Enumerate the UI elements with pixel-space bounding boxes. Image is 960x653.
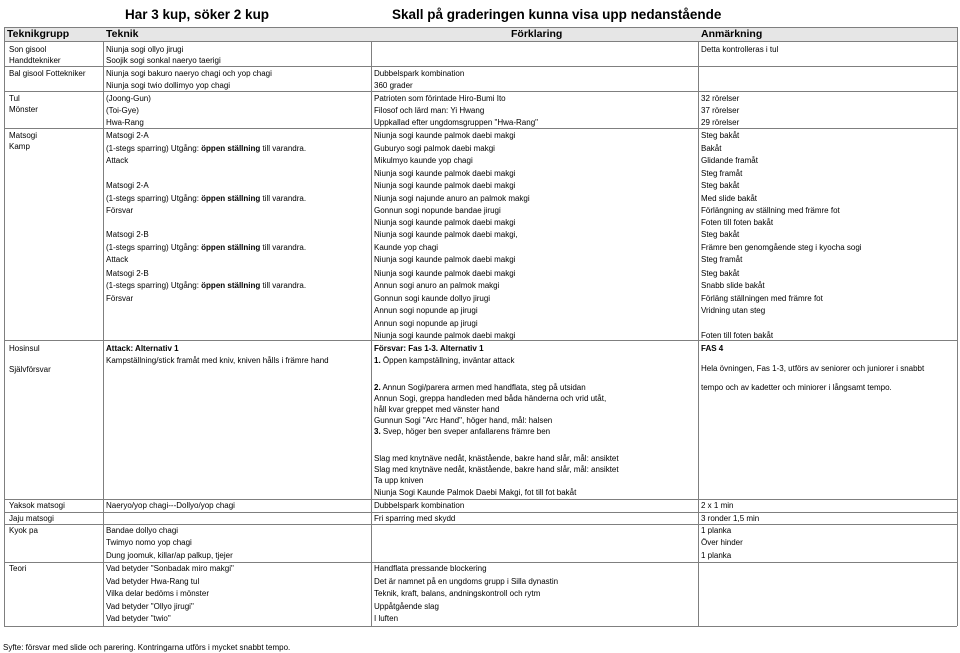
anmarkning-line: Steg bakåt	[701, 269, 740, 278]
anmarkning-line: 1 planka	[701, 526, 732, 535]
anmarkning-line: 1 planka	[701, 551, 732, 560]
group-label: Bal gisool Fottekniker	[9, 69, 86, 78]
group-label: Kamp	[9, 142, 30, 151]
forklaring-line: 360 grader	[374, 81, 413, 90]
row-divider	[4, 562, 957, 563]
anmarkning-line: 2 x 1 min	[701, 501, 734, 510]
anmarkning-line: 3 ronder 1,5 min	[701, 514, 760, 523]
anmarkning-line: 32 rörelser	[701, 94, 740, 103]
teknik-line: Hwa-Rang	[106, 118, 144, 127]
forklaring-line: 2. Annun Sogi/parera armen med handflata, steg på utsidan	[374, 383, 586, 392]
anmarkning-line: Främre ben genomgående steg i kyocha sogi	[701, 243, 862, 252]
anmarkning-line: Detta kontrolleras i tul	[701, 45, 779, 54]
teknik-line: Vad betyder "Sonbadak miro makgi"	[106, 564, 234, 573]
anmarkning-line: Hela övningen, Fas 1-3, utförs av seniorer och juniorer i snabbt	[701, 364, 925, 373]
forklaring-line: Patrioten som förintade Hiro-Bumi Ito	[374, 94, 506, 103]
fas4-heading: FAS 4	[701, 344, 724, 353]
footer-note: Syfte: försvar med slide och parering. Kontringarna utförs i mycket snabbt tempo.	[3, 643, 291, 652]
forklaring-line: Niunja sogi kaunde palmok daebi makgi	[374, 169, 516, 178]
anmarkning-line: tempo och av kadetter och miniorer i långsamt tempo.	[701, 383, 892, 392]
teknik-line: Twimyo nomo yop chagi	[106, 538, 192, 547]
forklaring-line: Niunja sogi kaunde palmok daebi makgi	[374, 331, 516, 340]
forklaring-line: Uppkallad efter ungdomsgruppen "Hwa-Rang"	[374, 118, 538, 127]
group-label: Tul	[9, 94, 20, 103]
forklaring-line: Niunja sogi kaunde palmok daebi makgi	[374, 218, 516, 227]
teknik-line: Naeryo/yop chagi---Dollyo/yop chagi	[106, 501, 235, 510]
teknik-line: Vad betyder "Ollyo jirugi"	[106, 602, 194, 611]
row-divider	[4, 340, 957, 341]
forklaring-line: Niunja sogi kaunde palmok daebi makgi	[374, 181, 516, 190]
forklaring-line: Niunja sogi najunde anuro an palmok makgi	[374, 194, 530, 203]
forklaring-line: Gonnun sogi nopunde bandae jirugi	[374, 206, 501, 215]
group-label: Matsogi	[9, 131, 38, 140]
table-bottom-border	[4, 626, 957, 627]
forklaring-line: I luften	[374, 614, 399, 623]
table-header-band	[4, 27, 957, 42]
teknik-line: Dung joomuk, killar/ap palkup, tjejer	[106, 551, 233, 560]
forklaring-line: Kaunde yop chagi	[374, 243, 439, 252]
anmarkning-line: Steg bakåt	[701, 230, 740, 239]
forklaring-line: Annun sogi nopunde ap jirugi	[374, 319, 478, 328]
forklaring-line: Dubbelspark kombination	[374, 501, 465, 510]
matsogi-name: Matsogi 2-A	[106, 131, 149, 140]
teknik-line: Soojik sogi sonkal naeryo taerigi	[106, 56, 221, 65]
group-label: Jaju matsogi	[9, 514, 54, 523]
anmarkning-line: Steg bakåt	[701, 131, 740, 140]
group-label: Handdtekniker	[9, 56, 61, 65]
anmarkning-line: Bakåt	[701, 144, 722, 153]
anmarkning-line: Steg framåt	[701, 169, 743, 178]
group-label: Son gisool	[9, 45, 47, 54]
forklaring-line: Gunnun Sogi "Arc Hand", höger hand, mål: halsen	[374, 416, 553, 425]
table-right-border	[957, 27, 958, 626]
group-label: Kyok pa	[9, 526, 38, 535]
anmarkning-line: Snabb slide bakåt	[701, 281, 765, 290]
sparring-setup: (1-stegs sparring) Utgång: öppen ställning till varandra.	[106, 194, 307, 203]
anmarkning-line: 37 rörelser	[701, 106, 740, 115]
forklaring-line: Ta upp kniven	[374, 476, 424, 485]
matsogi-role: Försvar	[106, 206, 134, 215]
anmarkning-line: Foten till foten bakåt	[701, 331, 774, 340]
row-divider	[4, 91, 957, 92]
forklaring-line: Teknik, kraft, balans, andningskontroll och rytm	[374, 589, 541, 598]
teknik-line: Niunja sogi bakuro naeryo chagi och yop chagi	[106, 69, 272, 78]
teknik-line: (Toi-Gye)	[106, 106, 139, 115]
forklaring-line: Handflata pressande blockering	[374, 564, 487, 573]
hosinsul-defense-heading: Försvar: Fas 1-3. Alternativ 1	[374, 344, 484, 353]
forklaring-line: Mikulmyo kaunde yop chagi	[374, 156, 473, 165]
header-teknikgrupp: Teknikgrupp	[7, 28, 70, 40]
forklaring-line: Niunja Sogi Kaunde Palmok Daebi Makgi, fot till fot bakåt	[374, 488, 577, 497]
teknik-line: Vilka delar bedöms i mönster	[106, 589, 210, 598]
sheet-title: Har 3 kup, söker 2 kup	[125, 7, 270, 22]
forklaring-line: Annun sogi nopunde ap jirugi	[374, 306, 478, 315]
anmarkning-line: Med slide bakåt	[701, 194, 758, 203]
group-label: Självförsvar	[9, 365, 51, 374]
header-anmarkning: Anmärkning	[701, 28, 763, 40]
teknik-line: Niunja sogi ollyo jirugi	[106, 45, 184, 54]
group-label: Teori	[9, 564, 27, 573]
anmarkning-line: Vridning utan steg	[701, 306, 766, 315]
anmarkning-line: 29 rörelser	[701, 118, 740, 127]
forklaring-line: Slag med knytnäve nedåt, knästående, bakre hand slår, mål: ansiktet	[374, 454, 619, 463]
anmarkning-line: Över hinder	[701, 538, 743, 547]
sheet-subtitle: Skall på graderingen kunna visa upp nedanstående	[392, 7, 722, 22]
sparring-setup: (1-stegs sparring) Utgång: öppen ställning till varandra.	[106, 281, 307, 290]
group-label: Yaksok matsogi	[9, 501, 65, 510]
matsogi-name: Matsogi 2-A	[106, 181, 149, 190]
teknik-line: Kampställning/stick framåt med kniv, kniven hålls i främre hand	[106, 356, 329, 365]
forklaring-line: Fri sparring med skydd	[374, 514, 456, 523]
forklaring-line: håll kvar greppet med vänster hand	[374, 405, 500, 414]
table-left-border	[4, 27, 5, 626]
forklaring-line: Gonnun sogi kaunde dollyo jirugi	[374, 294, 491, 303]
table-top-border	[4, 27, 957, 28]
teknik-line: Vad betyder Hwa-Rang tul	[106, 577, 200, 586]
header-teknik: Teknik	[106, 28, 139, 40]
matsogi-role: Attack	[106, 255, 129, 264]
matsogi-name: Matsogi 2-B	[106, 230, 149, 239]
row-divider	[4, 524, 957, 525]
forklaring-line: Niunja sogi kaunde palmok daebi makgi	[374, 131, 516, 140]
header-forklaring: Förklaring	[511, 28, 563, 40]
group-label: Hosinsul	[9, 344, 40, 353]
matsogi-name: Matsogi 2-B	[106, 269, 149, 278]
anmarkning-line: Foten till foten bakåt	[701, 218, 774, 227]
forklaring-line: Dubbelspark kombination	[374, 69, 465, 78]
anmarkning-line: Steg framåt	[701, 255, 743, 264]
teknik-line: Vad betyder "twio"	[106, 614, 171, 623]
row-divider	[4, 512, 957, 513]
teknik-line: Niunja sogi twio dollimyo yop chagi	[106, 81, 231, 90]
forklaring-line: 3. Svep, höger ben sveper anfallarens främre ben	[374, 427, 551, 436]
sparring-setup: (1-stegs sparring) Utgång: öppen ställning till varandra.	[106, 144, 307, 153]
anmarkning-line: Glidande framåt	[701, 156, 758, 165]
teknik-line: (Joong-Gun)	[106, 94, 151, 103]
row-divider	[4, 66, 957, 67]
hosinsul-attack-heading: Attack: Alternativ 1	[106, 344, 179, 353]
forklaring-line: Filosof och lärd man: Yi Hwang	[374, 106, 485, 115]
forklaring-line: Guburyo sogi palmok daebi makgi	[374, 144, 495, 153]
forklaring-line: Niunja sogi kaunde palmok daebi makgi,	[374, 230, 518, 239]
anmarkning-line: Steg bakåt	[701, 181, 740, 190]
matsogi-role: Försvar	[106, 294, 134, 303]
sparring-setup: (1-stegs sparring) Utgång: öppen ställning till varandra.	[106, 243, 307, 252]
matsogi-role: Attack	[106, 156, 129, 165]
row-divider	[4, 499, 957, 500]
anmarkning-line: Förlängning av ställning med främre fot	[701, 206, 840, 215]
forklaring-line: Slag med knytnäve nedåt, knästående, bakre hand slår, mål: ansiktet	[374, 465, 619, 474]
forklaring-line: Uppåtgående slag	[374, 602, 439, 611]
row-divider	[4, 128, 957, 129]
forklaring-line: Annun Sogi, greppa handleden med båda händerna och vrid utåt,	[374, 394, 607, 403]
anmarkning-line: Förläng ställningen med främre fot	[701, 294, 823, 303]
forklaring-line: Niunja sogi kaunde palmok daebi makgi	[374, 255, 516, 264]
forklaring-line: Det är namnet på en ungdoms grupp i Silla dynastin	[374, 577, 559, 586]
forklaring-line: Niunja sogi kaunde palmok daebi makgi	[374, 269, 516, 278]
forklaring-line: 1. Öppen kampställning, inväntar attack	[374, 356, 515, 365]
teknik-line: Bandae dollyo chagi	[106, 526, 179, 535]
group-label: Mönster	[9, 105, 38, 114]
forklaring-line: Annun sogi anuro an palmok makgi	[374, 281, 500, 290]
